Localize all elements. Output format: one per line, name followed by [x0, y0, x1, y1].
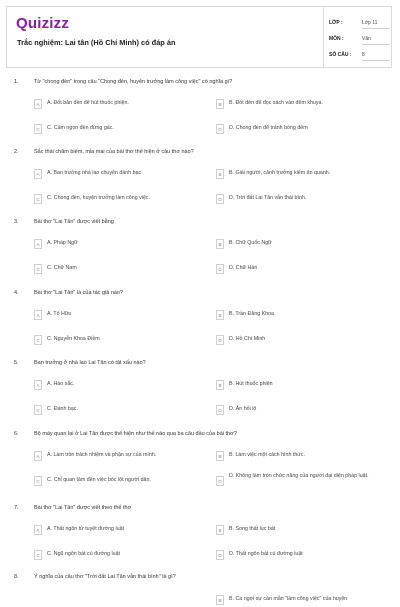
option-text: B. Làm việc một cách hình thức. [229, 452, 305, 458]
option-text: C. Cầm ngọn đèn đứng gác. [47, 125, 114, 131]
quizizz-logo: Quizizz [16, 15, 70, 32]
header-divider [323, 7, 324, 67]
meta-value: 8 [362, 51, 390, 61]
meta-value: Văn [362, 35, 390, 45]
option-text: A. Ban trưởng nhà lao chuyên đánh bạc. [47, 170, 143, 176]
option-letter-box: D [216, 335, 224, 345]
option-letter-box: A [34, 169, 42, 179]
option-letter-box: A [34, 451, 42, 461]
option-text: C. Đánh bạc. [47, 406, 78, 412]
option-text: D. Chong đèn để tránh bóng đêm [229, 125, 308, 131]
option-text: D. Trời đất Lai Tân vẫn thái bình. [229, 195, 307, 201]
option-text: C. Chong đèn, huyện trưởng làm công việc. [47, 195, 151, 201]
option-letter-box: C [34, 194, 42, 204]
option-letter-box: D [216, 194, 224, 204]
option-text: D. Hồ Chí Minh [229, 336, 266, 342]
option-letter-box: A [34, 525, 42, 535]
option-letter-box: C [34, 335, 42, 345]
meta-class [329, 19, 391, 31]
option-text: D. Ăn hối lộ [229, 406, 257, 412]
question-number: 6. [14, 431, 19, 437]
option-text: B. Trần Đăng Khoa [229, 311, 275, 317]
option-letter-box: D [216, 124, 224, 134]
option-text: A. Làm tròn trách nhiệm và phận sự của mình. [47, 452, 157, 458]
question-number: 3. [14, 219, 19, 225]
option-letter-box: B [216, 380, 224, 390]
option-letter-box: A [34, 380, 42, 390]
option-text: B. Giải người, cảnh trưởng kiếm ăn quanh. [229, 170, 331, 176]
question-number: 1. [14, 79, 19, 85]
meta-question-count [329, 51, 391, 63]
option-text: A. Tố Hữu [47, 311, 72, 317]
question-number: 5. [14, 360, 19, 366]
option-text: D. Thất ngôn bát cú đường luật [229, 551, 303, 557]
option-letter-box: A [34, 239, 42, 249]
question-number: 4. [14, 290, 19, 296]
meta-label: SỐ CÂU : [329, 52, 352, 58]
question-number: 8. [14, 574, 19, 580]
option-letter-box: C [34, 476, 42, 486]
option-text: A. Pháp Ngữ [47, 240, 78, 246]
option-text: B. Ca ngợi sự cần mẫn "làm công việc" của huyện [229, 596, 348, 602]
question-text: Bài thơ "Lai Tân" được viết bằng [34, 219, 114, 225]
option-text: C. Nguyễn Khoa Điềm [47, 336, 100, 342]
question-text: Từ "chong đèn" trong câu "Chong đèn, huyện trưởng làm công việc" có nghĩa gì? [34, 79, 233, 85]
option-text: A. Háo sắc. [47, 381, 75, 387]
question-text: Bộ máy quan lại ở Lai Tân được thể hiện như thế nào qua ba câu đầu của bài thơ? [34, 431, 237, 437]
option-text: B. Đốt đèn để đọc sách vào đêm khuya. [229, 100, 323, 106]
option-letter-box: D [216, 264, 224, 274]
meta-subject [329, 35, 391, 47]
question-text: Sắc thái châm biếm, mỉa mai của bài thơ thể hiện ở câu thơ nào? [34, 149, 194, 155]
option-letter-box: B [216, 451, 224, 461]
option-letter-box: C [34, 264, 42, 274]
question-number: 7. [14, 505, 19, 511]
option-letter-box: C [34, 550, 42, 560]
option-letter-box: A [34, 310, 42, 320]
option-text: B. Song thất lục bát [229, 526, 276, 532]
question-text: Ý nghĩa của câu thơ "Trời đất Lai Tân vẫn thái bình" là gì? [34, 574, 176, 580]
meta-value: Lớp 11 [362, 19, 390, 29]
option-text: C. Chỉ quan tâm đến việc bóc lột người dân. [47, 477, 151, 483]
option-letter-box: C [34, 124, 42, 134]
question-text: Bài thơ "Lai Tân" được viết theo thể thơ [34, 505, 132, 511]
option-letter-box: B [216, 169, 224, 179]
option-text: A. Thất ngôn tứ tuyệt đường luật [47, 526, 125, 532]
option-text: D. Chữ Hán [229, 265, 258, 271]
option-letter-box: C [34, 405, 42, 415]
question-number: 2. [14, 149, 19, 155]
option-letter-box: D [216, 405, 224, 415]
option-letter-box: D [216, 550, 224, 560]
option-letter-box: B [216, 310, 224, 320]
option-text: B. Hút thuốc phiện [229, 381, 273, 387]
option-text: C. Chữ Nam [47, 265, 77, 271]
option-letter-box: A [34, 99, 42, 109]
option-text: A. Đốt bản đèn để hút thuốc phiện. [47, 100, 129, 106]
worksheet-header [6, 6, 392, 68]
option-letter-box: B [216, 99, 224, 109]
meta-label: MÔN : [329, 36, 344, 42]
question-text: Bài thơ "Lai Tân" là của tác giả nào? [34, 290, 124, 296]
question-text: Ban trưởng ở nhà lao Lai Tân có tật xấu nào? [34, 360, 146, 366]
option-letter-box: B [216, 239, 224, 249]
option-letter-box: D [216, 476, 224, 486]
option-letter-box: B [216, 595, 224, 605]
option-text: C. Ngũ ngôn bát cú đường luật [47, 551, 120, 557]
page-title: Trắc nghiệm: Lai tân (Hồ Chí Minh) có đáp án [17, 38, 176, 47]
option-text: B. Chữ Quốc Ngữ [229, 240, 272, 246]
option-letter-box: B [216, 525, 224, 535]
option-text: D. Không làm tròn chức năng của người đại diện pháp luật. [229, 473, 369, 479]
meta-label: LỚP : [329, 20, 343, 26]
